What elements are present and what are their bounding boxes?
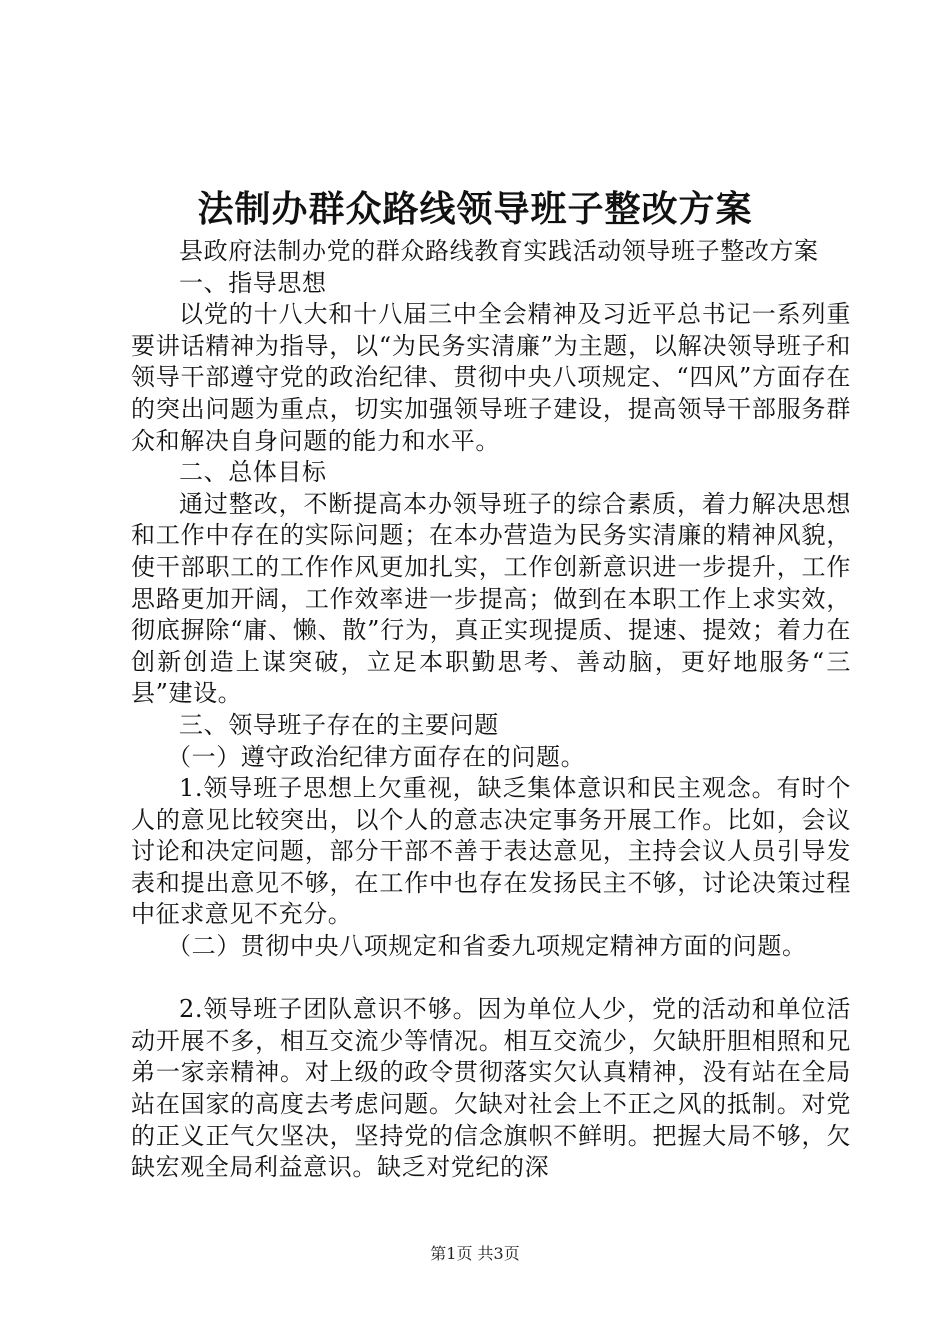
subsection-heading-political-discipline: （一）遵守政治纪律方面存在的问题。 — [167, 742, 586, 771]
document-body — [131, 236, 851, 1184]
body-paragraph: 2.领导班子团队意识不够。因为单位人少，党的活动和单位活动开展不多，相互交流少等情况。相互交流少，欠缺肝胆相照和兄弟一家亲精神。对上级的政令贯彻落实欠认真精神，没有站在全局站在国家的高度去考虑问题。欠缺对社会上不正之风的抵制。对党的正义正气欠坚决，坚持党的信念旗帜不鲜明。把握大局不够，欠缺宏观全局利益意识。缺乏对党纪的深 — [131, 995, 851, 1182]
section-heading-guiding-ideology: 一、指导思想 — [179, 268, 327, 297]
body-paragraph: 1.领导班子思想上欠重视，缺乏集体意识和民主观念。有时个人的意见比较突出，以个人的意志决定事务开展工作。比如，会议讨论和决定问题，部分干部不善于表达意见，主持会议人员引导发表和提出意见不够，在工作中也存在发扬民主不够，讨论决策过程中征求意见不充分。 — [131, 774, 851, 929]
subsection-heading-eight-regulations: （二）贯彻中央八项规定和省委九项规定精神方面的问题。 — [167, 932, 807, 961]
body-paragraph: 通过整改，不断提高本办领导班子的综合素质，着力解决思想和工作中存在的实际问题；在本办营造为民务实清廉的精神风貌，使干部职工的工作作风更加扎实，工作创新意识进一步提升，工作思路更加开阔，工作效率进一步提高；做到在本职工作上求实效，彻底摒除“庸、懒、散”行为，真正实现提质、提速、提效；着力在创新创造上谋突破，立足本职勤思考、善动脑，更好地服务“三县”建设。 — [131, 489, 851, 708]
body-paragraph: 以党的十八大和十八届三中全会精神及习近平总书记一系列重要讲话精神为指导，以“为民务实清廉”为主题，以解决领导班子和领导干部遵守党的政治纪律、贯彻中央八项规定、“四风”方面存在的突出问题为重点，切实加强领导班子建设，提高领导干部服务群众和解决自身问题的能力和水平。 — [131, 300, 851, 455]
document-title: 法制办群众路线领导班子整改方案 — [197, 188, 753, 230]
section-heading-main-problems: 三、领导班子存在的主要问题 — [179, 710, 499, 739]
subtitle-paragraph: 县政府法制办党的群众路线教育实践活动领导班子整改方案 — [179, 237, 819, 265]
page-footer: 第1页 共3页 — [430, 1244, 520, 1263]
section-heading-overall-goal: 二、总体目标 — [179, 458, 327, 487]
